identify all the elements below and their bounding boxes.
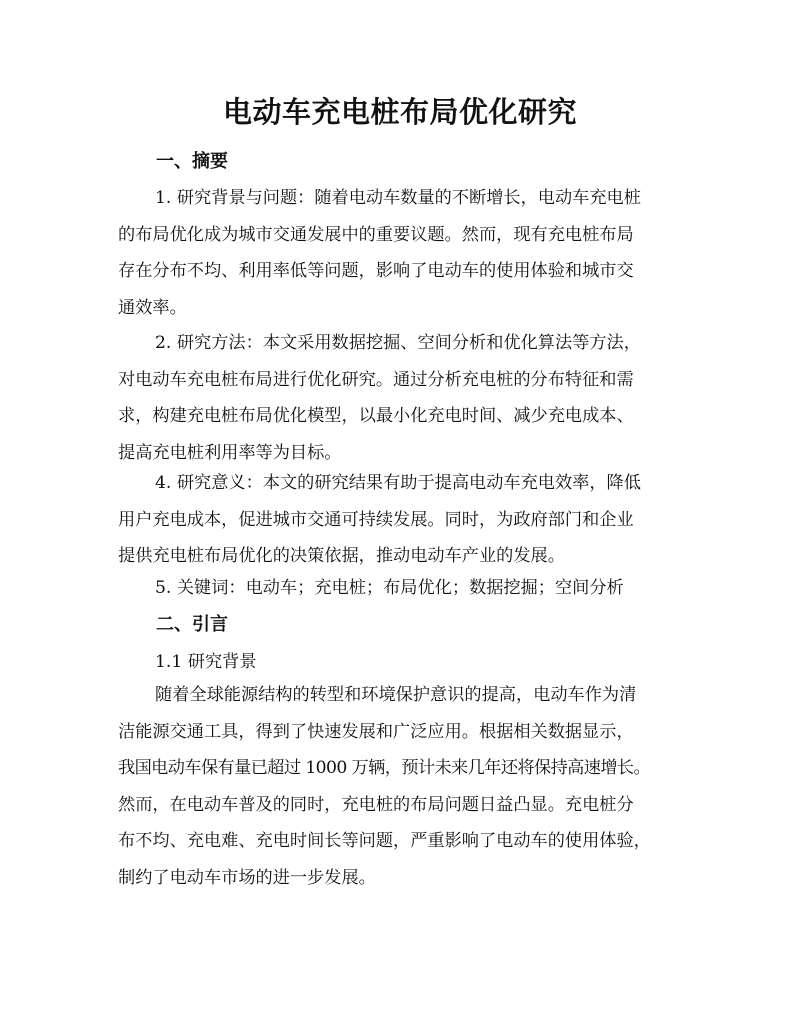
text-line: 洁能源交通工具，得到了快速发展和广泛应用。根据相关数据显示， [118, 721, 634, 742]
abstract-paragraph-background [118, 180, 692, 326]
section-heading-introduction: 二、引言 [156, 614, 228, 635]
text-line: 制约了电动车市场的进一步发展。 [118, 867, 376, 888]
text-line: 1. 研究背景与问题：随着电动车数量的不断增长，电动车充电桩 [155, 188, 641, 208]
text-line: 2. 研究方法：本文采用数据挖掘、空间分析和优化算法等方法， [155, 333, 641, 353]
text-line: 提供充电桩布局优化的决策依据，推动电动车产业的发展。 [118, 546, 565, 566]
text-line: 存在分布不均、利用率低等问题，影响了电动车的使用体验和城市交 [118, 261, 634, 281]
text-line: 我国电动车保有量已超过 1000 万辆，预计未来几年还将保持高速增长。 [118, 758, 651, 778]
introduction-paragraph [118, 677, 692, 896]
text-line: 求，构建充电桩布局优化模型，以最小化充电时间、减少充电成本、 [118, 406, 634, 426]
text-line: 通效率。 [118, 297, 187, 318]
abstract-paragraph-keywords [118, 570, 692, 607]
section-heading-abstract: 一、摘要 [156, 151, 228, 172]
text-line: 5. 关键词：电动车；充电桩；布局优化；数据挖掘；空间分析 [155, 578, 624, 598]
text-line: 的布局优化成为城市交通发展中的重要议题。然而，现有充电桩布局 [118, 224, 634, 245]
text-line: 对电动车充电桩布局进行优化研究。通过分析充电桩的分布特征和需 [118, 369, 634, 390]
text-line: 4. 研究意义：本文的研究结果有助于提高电动车充电效率，降低 [155, 473, 641, 493]
document-title: 电动车充电桩布局优化研究 [222, 95, 577, 129]
abstract-paragraph-method [118, 325, 692, 471]
text-line: 然而，在电动车普及的同时，充电桩的布局问题日益凸显。充电桩分 [118, 794, 634, 815]
text-line: 随着全球能源结构的转型和环境保护意识的提高，电动车作为清 [155, 685, 637, 705]
text-line: 提高充电桩利用率等为目标。 [118, 442, 342, 463]
abstract-paragraph-significance [118, 465, 692, 575]
text-line: 布不均、充电难、充电时间长等问题，严重影响了电动车的使用体验， [118, 831, 651, 851]
subsection-heading-background: 1.1 研究背景 [155, 652, 257, 672]
text-line: 用户充电成本，促进城市交通可持续发展。同时，为政府部门和企业 [118, 509, 634, 530]
